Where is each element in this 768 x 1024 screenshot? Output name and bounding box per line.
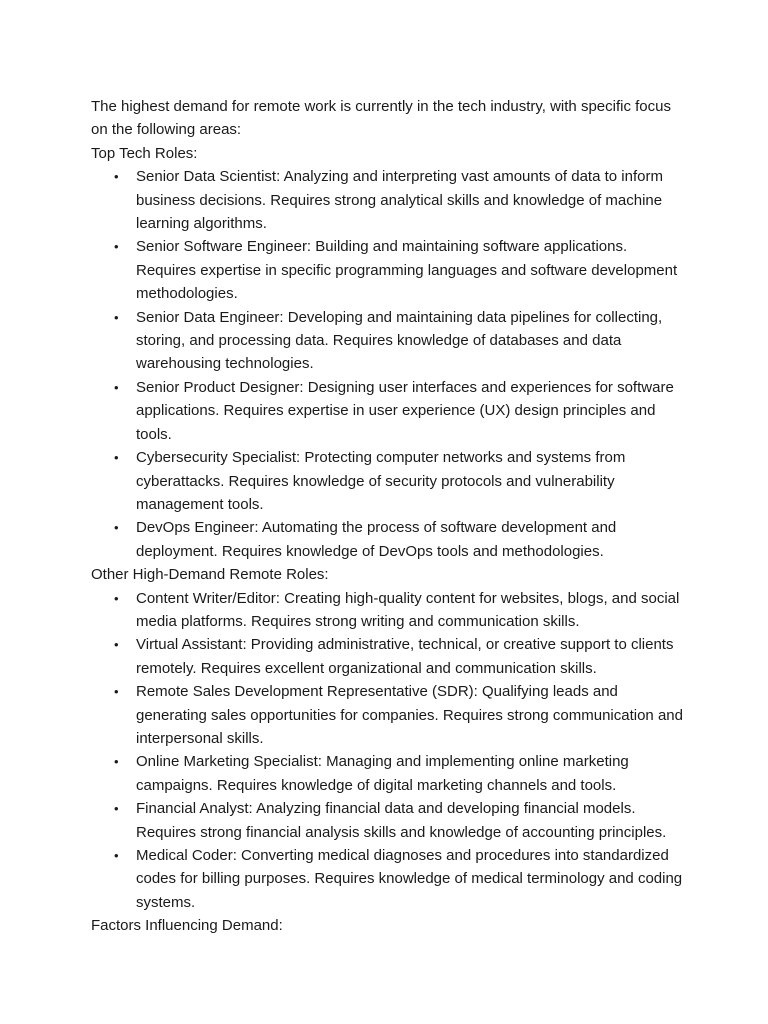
- list-item-text: Senior Product Designer: Designing user interfaces and experiences for software applications. Requires expertise in user experience (UX) design principles and tools.: [136, 378, 674, 443]
- list-item: [114, 844, 691, 914]
- bullet-icon: •: [114, 754, 119, 770]
- list-item: [114, 376, 691, 446]
- section-heading-other-roles: Other High-Demand Remote Roles:: [91, 566, 329, 584]
- list-item-text: Senior Data Scientist: Analyzing and interpreting vast amounts of data to inform business decisions. Requires strong analytical skills and knowledge of machine learning algorithms.: [136, 168, 663, 233]
- list-item-text: Virtual Assistant: Providing administrative, technical, or creative support to clients remotely. Requires excellent organizational and communication skills.: [136, 636, 674, 677]
- list-item: [114, 165, 691, 235]
- intro-paragraph: The highest demand for remote work is currently in the tech industry, with specific focus on the following areas:: [91, 98, 671, 139]
- bullet-icon: •: [114, 379, 119, 395]
- list-item: [114, 797, 691, 844]
- list-item-text: DevOps Engineer: Automating the process of software development and deployment. Requires knowledge of DevOps tools and methodologies.: [136, 519, 617, 560]
- bullet-icon: •: [114, 848, 119, 863]
- top-tech-roles-list: [91, 165, 691, 563]
- bullet-icon: •: [114, 450, 119, 466]
- list-item: [114, 516, 691, 563]
- bullet-icon: •: [114, 684, 119, 700]
- list-item-text: Content Writer/Editor: Creating high-quality content for websites, blogs, and social media platforms. Requires strong writing and communication skills.: [136, 589, 680, 630]
- document-page: [91, 95, 691, 938]
- list-item: [114, 750, 691, 797]
- list-item: [114, 235, 691, 305]
- list-item: [114, 446, 691, 516]
- list-item-text: Senior Data Engineer: Developing and maintaining data pipelines for collecting, storing, and processing data. Requires knowledge of databases and data warehousing technologies.: [136, 308, 663, 373]
- bullet-icon: •: [114, 239, 119, 255]
- list-item: [114, 633, 691, 680]
- other-roles-list: [91, 587, 691, 915]
- bullet-icon: •: [114, 520, 119, 536]
- list-item-text: Senior Software Engineer: Building and maintaining software applications. Requires expertise in specific programming languages and software development methodologies.: [136, 238, 678, 303]
- list-item-text: Remote Sales Development Representative (SDR): Qualifying leads and generating sales opportunities for companies. Requires strong communication and interpersonal skills.: [136, 683, 683, 747]
- list-item-text: Cybersecurity Specialist: Protecting computer networks and systems from cyberattacks. Requires knowledge of security protocols and vulnerability management tools.: [136, 449, 626, 513]
- list-item-text: Financial Analyst: Analyzing financial data and developing financial models. Requires strong financial analysis skills and knowledge of accounting principles.: [136, 800, 667, 841]
- bullet-icon: •: [114, 169, 119, 185]
- list-item: [114, 306, 691, 376]
- list-item-text: Medical Coder: Converting medical diagnoses and procedures into standardized codes for billing purposes. Requires knowledge of medical terminology and coding systems.: [136, 847, 683, 911]
- bullet-icon: •: [114, 637, 119, 653]
- bullet-icon: •: [114, 309, 119, 325]
- bullet-icon: •: [114, 590, 119, 606]
- list-item: [114, 587, 691, 634]
- list-item: [114, 680, 691, 750]
- bullet-icon: •: [114, 801, 119, 817]
- section-heading-top-tech-roles: Top Tech Roles:: [91, 144, 198, 162]
- section-heading-factors: Factors Influencing Demand:: [91, 917, 283, 935]
- list-item-text: Online Marketing Specialist: Managing and implementing online marketing campaigns. Requires knowledge of digital marketing channels and tools.: [136, 753, 629, 794]
